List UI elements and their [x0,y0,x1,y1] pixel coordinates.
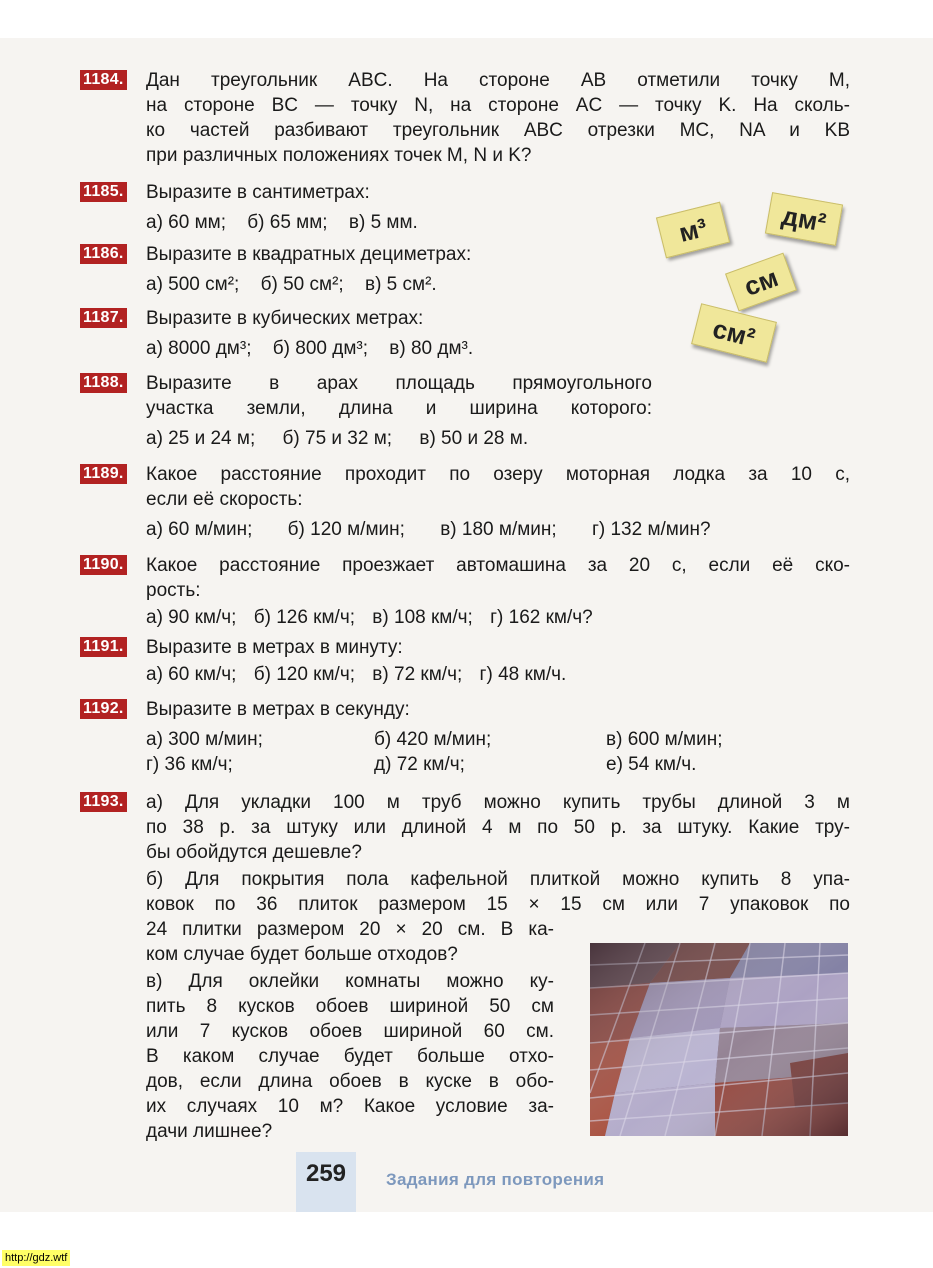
problem-text: а) Для укладки 100 м труб можно купить трубы длиной 3 м по 38 р. за штуку или длиной 4 м по 50 р. за штуку. Какие тру- бы обойдутся дешевле? б) Для покрытия пола кафельной плиткой можно купить 8 упа- ковок по 36 плиток размером 15 × 15 см или 7 упаковок по 24 плитки размером 20 × 20 см. В ка- ком случае будет больше отходов? в) Для оклейки комнаты можно ку- пить 8 кусков обоев шириной 50 см или 7 кусков обоев шириной 60 см. В каком случае будет больше отхо- дов, если длина обоев в куске в обо- их случаях 10 м? Какое условие за- дачи лишнее? [146,792,850,1142]
problem-number: 1189. [80,464,127,484]
problem-text: Дан треугольник ABC. На стороне AB отметили точку M, на стороне BC — точку N, на стороне AC — точку K. На сколь- ко частей разбивают треугольник ABC отрезки MC, NA и KB при различных положениях точек M, N и K? [146,70,850,166]
problem-text: Выразите в кубических метрах: а) 8000 дм³; б) 800 дм³; в) 80 дм³. [146,308,474,359]
problem-number: 1190. [80,555,127,575]
tile-floor-photo [590,943,848,1136]
section-title: Задания для повторения [386,1170,605,1189]
unit-card-cm: см [725,253,797,312]
problem-text: Выразите в квадратных дециметрах: а) 500 см²; б) 50 см²; в) 5 см². [146,244,472,295]
watermark-link[interactable]: http://gdz.wtf [2,1250,70,1266]
unit-card-m3: м³ [656,202,730,259]
problem-number: 1193. [80,792,127,812]
problem-number: 1185. [80,182,127,202]
problem-number: 1188. [80,373,127,393]
problem-number: 1187. [80,308,127,328]
problem-number: 1191. [80,637,127,657]
problem-text: Выразите в метрах в минуту: а) 60 км/ч; б) 120 км/ч; в) 72 км/ч; г) 48 км/ч. [146,637,567,685]
unit-card-cm2: см² [691,303,777,363]
problem-text: Выразите в арах площадь прямоугольного участка земли, длина и ширина которого: а) 25 и 24 м; б) 75 и 32 м; в) 50 и 28 м. [146,373,652,449]
problem-text: Какое расстояние проходит по озеру моторная лодка за 10 с, если её скорость: а) 60 м/мин; б) 120 м/мин; в) 180 м/мин; г) 132 м/мин? [146,464,850,540]
problem-text: Какое расстояние проезжает автомашина за 20 с, если её ско- рость: а) 90 км/ч; б) 126 км/ч; в) 108 км/ч; г) 162 км/ч? [146,555,850,628]
unit-card-dm2: дм² [765,192,843,246]
problem-number: 1186. [80,244,127,264]
problem-text: Выразите в метрах в секунду: а) 300 м/мин; б) 420 м/мин; в) 600 м/мин; г) 36 км/ч; д) 72 км/ч; е) 54 км/ч. [146,699,723,775]
problem-text: Выразите в сантиметрах: а) 60 мм; б) 65 мм; в) 5 мм. [146,182,418,233]
problem-number: 1192. [80,699,127,719]
page-number: 259 [305,1160,347,1187]
problem-number: 1184. [80,70,127,90]
